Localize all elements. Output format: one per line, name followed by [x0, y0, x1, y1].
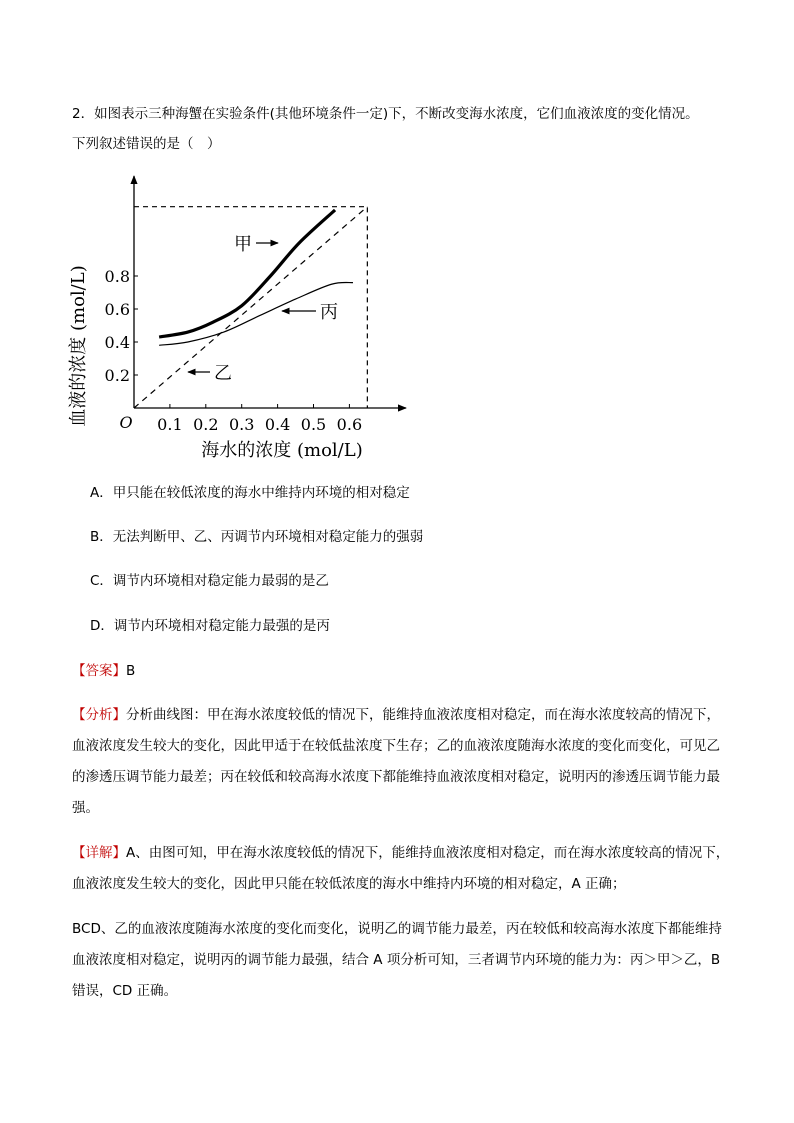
detail-paragraph-1: [72, 838, 732, 900]
y-tick-label: 0.2: [104, 366, 130, 385]
y-tick-label: 0.6: [104, 300, 130, 319]
series-label-yi: 乙: [214, 363, 232, 384]
chart-svg: [68, 170, 416, 470]
x-tick-label: 0.4: [264, 415, 291, 434]
answer-head: 【答案】: [72, 663, 126, 679]
question-line-1: 2．如图表示三种海蟹在实验条件(其他环境条件一定)下，不断改变海水浓度，它们血液浓度的变化情况。: [72, 106, 699, 122]
option-b: B．无法判断甲、乙、丙调节内环境相对稳定能力的强弱: [90, 529, 424, 545]
y-tick-label: 0.8: [104, 267, 130, 286]
series-label-bing: 丙: [320, 302, 338, 323]
x-tick-label: 0.1: [157, 415, 183, 434]
y-axis-label: 血液的浓度 (mol/L): [68, 265, 89, 427]
detail-text-2: BCD、乙的血液浓度随海水浓度的变化而变化，说明乙的调节能力最差，丙在较低和较高海水浓度下都能维持血液浓度相对稳定，说明丙的调节能力最强，结合 A 项分析可知，三者调节内环境的能力为：丙＞甲＞乙，B 错误，CD 正确。: [72, 921, 722, 999]
answer-value: B: [126, 663, 136, 679]
option-c: C．调节内环境相对稳定能力最弱的是乙: [90, 573, 329, 589]
figure-chart: [68, 170, 416, 470]
detail-text-1: A、由图可知，甲在海水浓度较低的情况下，能维持血液浓度相对稳定，而在海水浓度较高的情况下，血液浓度发生较大的变化，因此甲只能在较低浓度的海水中维持内环境的相对稳定，A 正确；: [72, 845, 730, 892]
series-label-jia: 甲: [234, 234, 252, 255]
x-tick-label: 0.6: [336, 415, 363, 434]
detail-head: 【详解】: [72, 845, 126, 861]
y-tick-label: 0.4: [104, 333, 130, 352]
option-a: A．甲只能在较低浓度的海水中维持内环境的相对稳定: [90, 485, 410, 501]
origin-label: O: [119, 413, 133, 432]
detail-paragraph-2: [72, 914, 732, 1007]
option-d: D．调节内环境相对稳定能力最强的是丙: [90, 618, 330, 634]
series-line-0: [159, 210, 335, 337]
x-axis-label: 海水的浓度 (mol/L): [201, 440, 363, 461]
x-tick-label: 0.5: [300, 415, 327, 434]
x-tick-label: 0.2: [193, 415, 219, 434]
analysis-paragraph: [72, 700, 732, 824]
answer-line: [72, 661, 135, 681]
x-tick-label: 0.3: [228, 415, 255, 434]
question-line-2: 下列叙述错误的是（ ）: [72, 136, 221, 152]
analysis-head: 【分析】: [72, 707, 126, 723]
analysis-text: 分析曲线图：甲在海水浓度较低的情况下，能维持血液浓度相对稳定，而在海水浓度较高的情况下，血液浓度发生较大的变化，因此甲适于在较低盐浓度下生存；乙的血液浓度随海水浓度的变化而变化，可见乙的渗透压调节能力最差；丙在较低和较高海水浓度下都能维持血液浓度相对稳定，说明丙的渗透压调节能力最强。: [72, 707, 720, 816]
